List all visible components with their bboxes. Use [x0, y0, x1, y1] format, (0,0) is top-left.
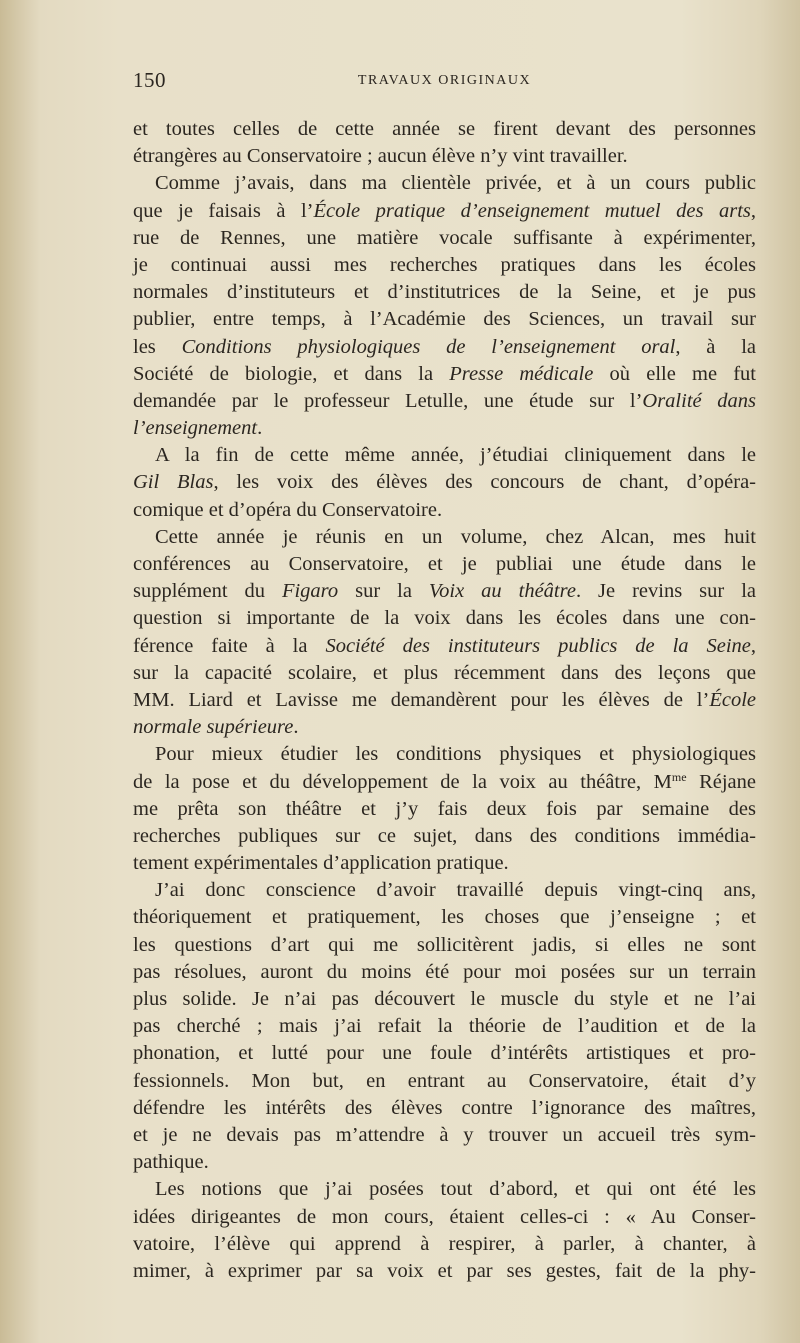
text-line — [133, 388, 756, 415]
text-line: idées dirigeantes de mon cours, étaient celles-ci : « Au Conser- — [133, 1205, 756, 1228]
text-line — [133, 769, 756, 796]
italic-text: Société des instituteurs publics de la Seine — [325, 634, 751, 657]
text-line: pas résolues, auront du moins été pour moi posées sur un terrain — [133, 960, 756, 983]
text-line — [133, 198, 756, 225]
text-line: Cette année je réunis en un volume, chez Alcan, mes huit — [155, 525, 756, 548]
text-run: supplément du — [133, 580, 282, 603]
text-line: pas cherché ; mais j’ai refait la théorie de l’audition et de la — [133, 1015, 756, 1038]
text-line: publier, entre temps, à l’Académie des Sciences, un travail sur — [133, 308, 756, 331]
text-line — [133, 361, 756, 388]
text-run: . — [293, 716, 299, 739]
body-text — [133, 116, 756, 1285]
italic-text: Conditions physiologiques de l’enseignement oral — [181, 335, 676, 358]
italic-text: Oralité dans — [642, 389, 756, 412]
superscript-text: me — [671, 769, 687, 784]
page-number: 150 — [133, 68, 166, 92]
text-run: . — [257, 417, 263, 440]
text-line: normales d’instituteurs et d’institutrices de la Seine, et je pus — [133, 281, 756, 304]
text-line: Les notions que j’ai posées tout d’abord, et qui ont été les — [155, 1178, 756, 1201]
text-run: . Je revins sur la — [575, 580, 756, 603]
italic-text: École — [709, 688, 756, 711]
text-run: Réjane — [686, 770, 756, 793]
text-run: où elle me fut — [593, 362, 757, 385]
text-line: tement expérimentales d’application pratique. — [133, 852, 509, 875]
text-run: , — [750, 634, 757, 657]
italic-text: Voix au théâtre — [428, 580, 576, 603]
text-run: que je faisais à l’ — [133, 199, 314, 222]
text-line: pathique. — [133, 1151, 209, 1174]
italic-text: Presse médicale — [449, 362, 594, 385]
text-line: me prêta son théâtre et j’y fais deux fois par semaine des — [133, 797, 756, 820]
text-line: conférences au Conservatoire, et je publiai une étude dans le — [133, 553, 756, 575]
text-line: les questions d’art qui me sollicitèrent jadis, si elles ne sont — [133, 933, 756, 956]
italic-text: Figaro — [281, 580, 339, 603]
text-line: vatoire, l’élève qui apprend à respirer, à parler, à chanter, à — [133, 1232, 756, 1255]
text-line: Comme j’avais, dans ma clientèle privée, et à un cours public — [155, 172, 756, 195]
running-head: TRAVAUX ORIGINAUX — [357, 73, 532, 88]
text-line: fessionnels. Mon but, en entrant au Conservatoire, était d’y — [133, 1069, 756, 1092]
text-run: les — [133, 335, 182, 358]
text-line: rue de Rennes, une matière vocale suffisante à expérimenter, — [133, 226, 756, 249]
text-line: sur la capacité scolaire, et plus récemment dans des leçons que — [133, 661, 756, 684]
italic-text: Gil Blas — [133, 471, 214, 494]
text-line — [133, 633, 756, 660]
text-line: mimer, à exprimer par sa voix et par ses gestes, fait de la phy- — [133, 1259, 756, 1282]
text-line: théoriquement et pratiquement, les choses que j’enseigne ; et — [133, 906, 756, 929]
text-line — [133, 415, 756, 442]
text-line — [133, 714, 756, 741]
text-run: MM. Liard et Lavisse me demandèrent pour les élèves de l’ — [133, 688, 710, 711]
text-line: défendre les intérêts des élèves contre l’ignorance des maîtres, — [133, 1096, 756, 1119]
text-run: , les voix des élèves des concours de chant, d’opéra- — [213, 471, 756, 494]
text-line: je continuai aussi mes recherches pratiques dans les écoles — [133, 253, 756, 276]
text-line — [133, 687, 756, 714]
text-line: étrangères au Conservatoire ; aucun élève n’y vint travailler. — [133, 145, 628, 168]
text-run: Société de biologie, et dans la — [133, 362, 450, 385]
text-run: , — [750, 199, 756, 222]
text-line: plus solide. Je n’ai pas découvert le muscle du style et ne l’ai — [133, 988, 756, 1010]
text-line: phonation, et lutté pour une foule d’intérêts artistiques et pro- — [133, 1042, 756, 1065]
italic-text: École pratique d’enseignement mutuel des arts — [313, 199, 751, 222]
text-line — [133, 578, 756, 605]
text-line — [133, 334, 756, 361]
text-line: et je ne devais pas m’attendre à y trouver un accueil très sym- — [133, 1123, 756, 1146]
text-run: , à la — [675, 335, 756, 358]
text-line: Pour mieux étudier les conditions physiques et physiologiques — [155, 743, 756, 766]
text-run: sur la — [338, 580, 429, 603]
text-line: A la fin de cette même année, j’étudiai cliniquement dans le — [155, 444, 756, 467]
text-run: demandée par le professeur Letulle, une étude sur l’ — [133, 389, 643, 412]
text-run: de la pose et du développement de la voix au théâtre, M — [133, 770, 672, 793]
text-line: question si importante de la voix dans les écoles dans une con- — [133, 607, 756, 630]
text-line: et toutes celles de cette année se firent devant des personnes — [133, 118, 756, 140]
text-line — [133, 469, 756, 496]
text-line: J’ai donc conscience d’avoir travaillé depuis vingt-cinq ans, — [155, 879, 756, 902]
text-line: recherches publiques sur ce sujet, dans des conditions immédia- — [133, 824, 756, 847]
italic-text: normale supérieure — [133, 716, 294, 739]
page-header — [133, 68, 756, 98]
italic-text: l’enseignement — [133, 417, 258, 440]
text-line: comique et d’opéra du Conservatoire. — [133, 498, 443, 521]
text-run: férence faite à la — [133, 634, 326, 657]
